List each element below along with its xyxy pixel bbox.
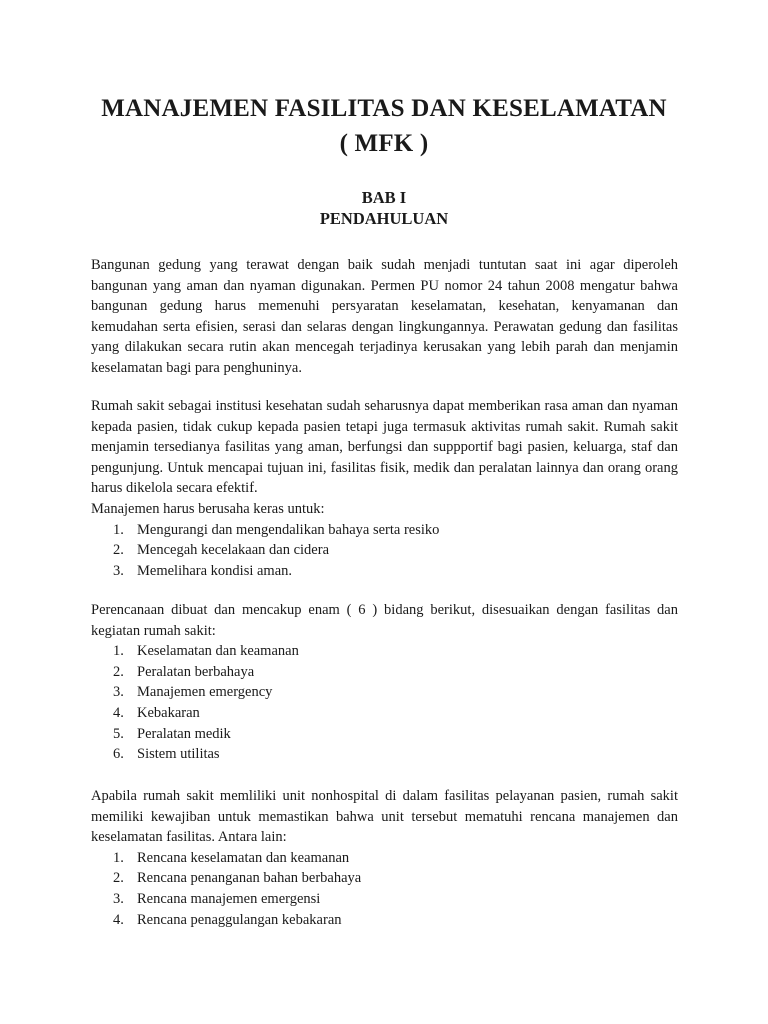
list-item [91,703,678,724]
list-item-number: 3. [113,890,124,907]
paragraph-4: Apabila rumah sakit memliliki unit nonhospital di dalam fasilitas pelayanan pasien, rumah sakit memiliki kewajiban untuk memastikan bahwa unit tersebut mematuhi rencana manajemen dan keselamatan fasilitas. Antara lain: [91,788,678,846]
list-item-number: 3. [113,562,124,579]
list-item [91,848,678,869]
list-item-text: Rencana keselamatan dan keamanan [137,849,350,866]
list-item [91,520,678,541]
list-item [91,662,678,683]
list-item-text: Manajemen emergency [137,684,273,701]
list-item [91,561,678,582]
section-intro [91,255,678,379]
document-title-abbreviation: ( MFK ) [339,130,429,157]
list-item [91,910,678,931]
list-item [91,540,678,561]
list-item-number: 4. [113,911,124,928]
planning-areas-list [91,641,678,765]
list-item-text: Keselamatan dan keamanan [137,643,299,660]
list-item [91,889,678,910]
list-item-number: 6. [113,746,124,763]
list-item-text: Peralatan medik [137,725,231,742]
list-item-text: Rencana manajemen emergensi [137,890,321,907]
list-item-text: Rencana penaggulangan kebakaran [137,911,342,928]
document-title: MANAJEMEN FASILITAS DAN KESELAMATAN [101,95,667,122]
list-item [91,682,678,703]
list-item [91,868,678,889]
paragraph-2: Rumah sakit sebagai institusi kesehatan sudah seharusnya dapat memberikan rasa aman dan nyaman kepada pasien, tidak cukup kepada pasien tetapi juga termasuk aktivitas rumah sakit. Rumah sakit menjamin tersedianya fasilitas yang aman, berfungsi dan suppportif bagi pasien, keluarga, staf dan pengunjung. Untuk mencapai tujuan ini, fasilitas fisik, medik dan peralatan lainnya dan orang orang harus dikelola secara efektif. [91,398,678,497]
list-item-text: Peralatan berbahaya [137,663,255,680]
list-item-number: 2. [113,870,124,887]
list-item-text: Kebakaran [137,704,200,721]
list-item-number: 1. [113,521,124,538]
list-item-text: Memelihara kondisi aman. [137,562,293,579]
list-item-text: Sistem utilitas [137,746,220,763]
list-item [91,641,678,662]
paragraph-3: Perencanaan dibuat dan mencakup enam ( 6 ) bidang berikut, disesuaikan dengan fasilitas dan kegiatan rumah sakit: [91,602,678,639]
list-item-text: Mencegah kecelakaan dan cidera [137,542,330,559]
list-item-number: 1. [113,643,124,660]
chapter-title: PENDAHULUAN [319,209,449,228]
section-nonhospital [91,786,678,930]
list-item-text: Mengurangi dan mengendalikan bahaya serta resiko [137,521,440,538]
list-item-text: Rencana penanganan bahan berbahaya [137,870,362,887]
goals-list [91,520,678,582]
plans-list [91,848,678,930]
list-item-number: 2. [113,663,124,680]
list-item-number: 4. [113,704,124,721]
section-planning [91,600,678,765]
list-item [91,744,678,765]
section-hospital [91,396,678,581]
paragraph-1: Bangunan gedung yang terawat dengan baik sudah menjadi tuntutan saat ini agar diperoleh bangunan yang aman dan nyaman digunakan. Permen PU nomor 24 tahun 2008 mengatur bahwa bangunan gedung harus memenuhi persyaratan keselamatan, kesehatan, kenyamanan dan kemudahan serta efisien, serasi dan selaras dengan lingkungannya. Perawatan gedung dan fasilitas yang dilakukan secara rutin akan mencegah terjadinya kerusakan yang lebih parah dan menjamin keselamatan bagi para penghuninya. [91,257,678,376]
list-item-number: 3. [113,684,124,701]
list-item-number: 1. [113,849,124,866]
chapter-number: BAB I [361,188,407,207]
list-item-number: 5. [113,725,124,742]
list-item [91,724,678,745]
paragraph-2-lead: Manajemen harus berusaha keras untuk: [91,500,325,517]
list-item-number: 2. [113,542,124,559]
